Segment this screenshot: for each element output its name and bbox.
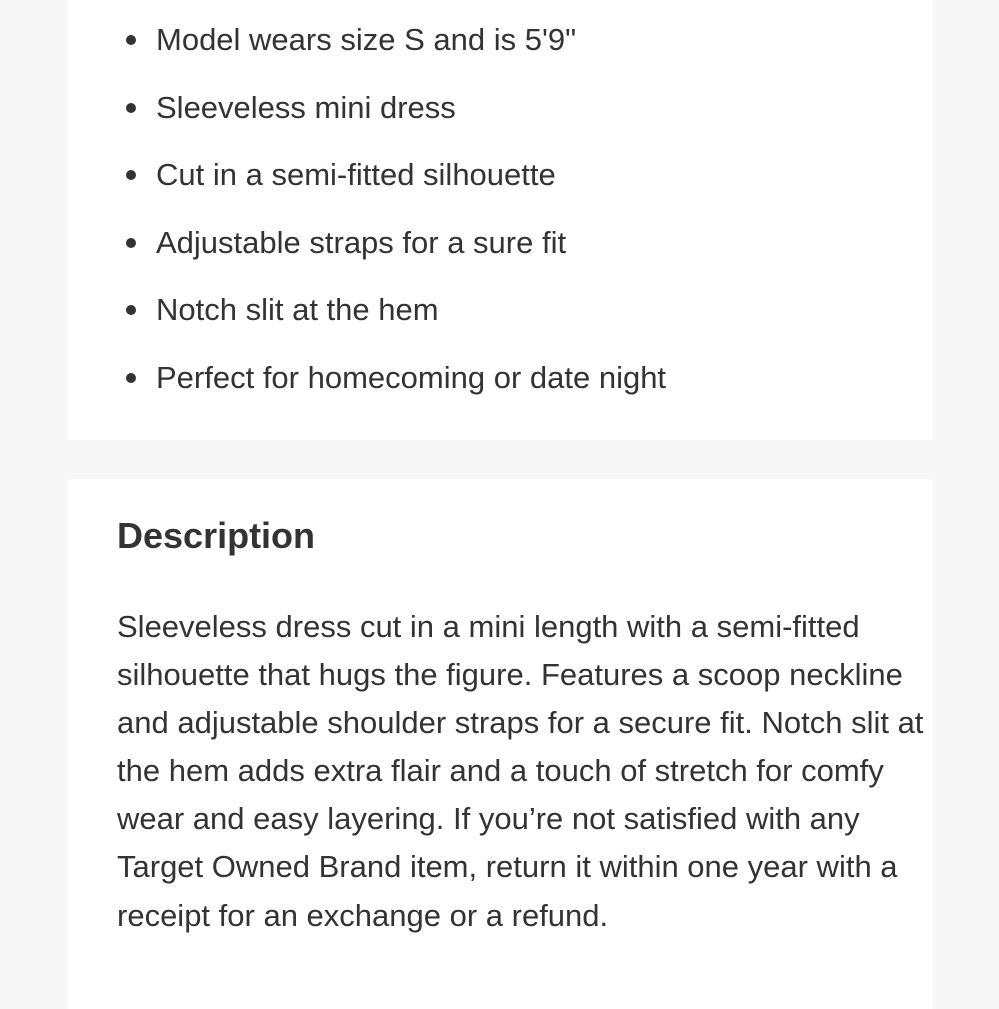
highlight-text: Cut in a semi-fitted silhouette [156, 157, 556, 193]
highlight-item [126, 82, 666, 150]
highlight-text: Perfect for homecoming or date night [156, 359, 667, 395]
description-heading: Description [117, 515, 316, 556]
bullet-icon [126, 373, 136, 383]
highlight-item [126, 217, 666, 285]
highlight-text: Notch slit at the hem [156, 292, 439, 328]
highlight-text: Adjustable straps for a sure fit [156, 224, 567, 260]
highlight-text: Model wears size S and is 5'9" [156, 22, 577, 57]
highlights-card [68, 0, 933, 440]
description-card [68, 479, 933, 1009]
highlight-text: Sleeveless mini dress [156, 89, 456, 125]
highlight-item [126, 149, 666, 217]
highlights-list [126, 14, 666, 420]
description-text: Sleeveless dress cut in a mini length with a semi-fitted silhouette that hugs the figure. Features a scoop neckline and adjustable shoulder straps for a secure fit. Notch slit at the hem adds extra flair and a touch of stretch for comfy wear and easy layering. If you’re not satisfied with any Target Owned Brand item, return it within one year with a receipt for an exchange or a refund. [117, 609, 924, 933]
highlight-item [126, 352, 666, 420]
highlight-item [126, 284, 666, 352]
bullet-icon [126, 238, 136, 248]
bullet-icon [126, 103, 136, 113]
bullet-icon [126, 305, 136, 315]
bullet-icon [126, 35, 136, 45]
bullet-icon [126, 170, 136, 180]
highlight-item [126, 14, 666, 82]
